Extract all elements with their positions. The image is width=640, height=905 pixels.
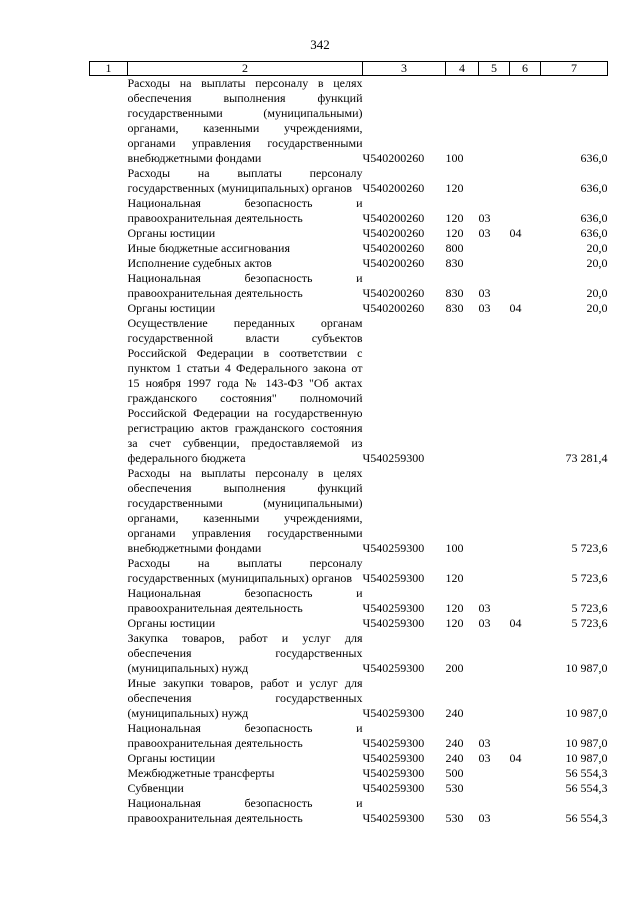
row-subsection — [510, 271, 541, 301]
column-header-2: 2 — [128, 62, 363, 76]
column-header-3: 3 — [363, 62, 446, 76]
row-section: 03 — [478, 286, 491, 300]
row-expense-type: 240 — [445, 706, 464, 720]
table-row — [90, 271, 608, 301]
row-section — [479, 76, 510, 167]
table-row — [90, 316, 608, 466]
row-section: 03 — [478, 226, 491, 240]
row-expense-type: 500 — [445, 766, 464, 780]
table-row — [90, 166, 608, 196]
row-name: Иные закупки товаров, работ и услуг для обеспечения государственных (муниципальных) нужд — [127, 676, 363, 720]
row-amount: 20,0 — [586, 286, 608, 300]
row-target-code: Ч540200260 — [362, 226, 425, 240]
row-expense-type: 200 — [445, 661, 464, 675]
row-empty-cell — [90, 616, 128, 631]
row-amount: 20,0 — [586, 301, 608, 315]
row-amount: 5 723,6 — [571, 571, 608, 585]
table-row — [90, 76, 608, 167]
row-name: Расходы на выплаты персоналу государственных (муниципальных) органов — [127, 166, 363, 195]
row-amount: 10 987,0 — [565, 751, 608, 765]
row-amount: 20,0 — [586, 241, 608, 255]
table-row — [90, 301, 608, 316]
row-amount: 5 723,6 — [571, 541, 608, 555]
row-expense-type: 240 — [445, 751, 464, 765]
row-expense-type: 120 — [445, 211, 464, 225]
row-subsection — [510, 241, 541, 256]
row-amount: 636,0 — [580, 151, 608, 165]
row-target-code: Ч540259300 — [362, 781, 425, 795]
row-name: Органы юстиции — [127, 301, 216, 315]
table-row — [90, 241, 608, 256]
table-row — [90, 466, 608, 556]
table-row — [90, 766, 608, 781]
row-empty-cell — [90, 631, 128, 676]
row-target-code: Ч540259300 — [362, 541, 425, 555]
row-expense-type: 830 — [445, 286, 464, 300]
row-subsection — [510, 166, 541, 196]
table-row — [90, 226, 608, 241]
row-subsection: 04 — [509, 226, 522, 240]
row-expense-type: 240 — [445, 736, 464, 750]
row-section — [479, 556, 510, 586]
row-name: Субвенции — [127, 781, 184, 795]
row-empty-cell — [90, 796, 128, 826]
row-subsection — [510, 316, 541, 466]
row-name: Расходы на выплаты персоналу в целях обеспечения выполнения функций государственными (муниципальными) органами, казенными учреждениями, органами управления государственными внебюджетными фондами — [127, 466, 363, 555]
row-target-code: Ч540200260 — [362, 241, 425, 255]
row-target-code: Ч540259300 — [362, 616, 425, 630]
table-row — [90, 721, 608, 751]
table-row — [90, 631, 608, 676]
row-amount: 636,0 — [580, 226, 608, 240]
row-expense-type: 800 — [445, 241, 464, 255]
row-target-code: Ч540200260 — [362, 256, 425, 270]
table-row — [90, 556, 608, 586]
row-target-code: Ч540200260 — [362, 286, 425, 300]
row-section: 03 — [478, 601, 491, 615]
row-section — [479, 316, 510, 466]
row-name: Закупка товаров, работ и услуг для обеспечения государственных (муниципальных) нужд — [127, 631, 363, 675]
table-row — [90, 796, 608, 826]
column-header-4: 4 — [446, 62, 479, 76]
table-row — [90, 781, 608, 796]
row-subsection: 04 — [509, 616, 522, 630]
row-subsection — [510, 256, 541, 271]
row-amount: 10 987,0 — [565, 661, 608, 675]
table-row — [90, 196, 608, 226]
row-amount: 636,0 — [580, 181, 608, 195]
row-section — [479, 166, 510, 196]
row-target-code: Ч540259300 — [362, 601, 425, 615]
column-header-6: 6 — [510, 62, 541, 76]
row-empty-cell — [90, 466, 128, 556]
row-section: 03 — [478, 751, 491, 765]
row-target-code: Ч540259300 — [362, 571, 425, 585]
row-name: Расходы на выплаты персоналу государственных (муниципальных) органов — [127, 556, 363, 585]
row-amount: 10 987,0 — [565, 706, 608, 720]
row-amount: 636,0 — [580, 211, 608, 225]
row-name: Исполнение судебных актов — [127, 256, 272, 270]
budget-table — [89, 61, 608, 826]
row-amount: 5 723,6 — [571, 601, 608, 615]
row-expense-type: 120 — [445, 226, 464, 240]
row-expense-type: 530 — [445, 781, 464, 795]
row-target-code: Ч540259300 — [362, 661, 425, 675]
row-empty-cell — [90, 256, 128, 271]
row-section — [479, 676, 510, 721]
row-empty-cell — [90, 166, 128, 196]
row-empty-cell — [90, 76, 128, 167]
row-section — [479, 781, 510, 796]
row-section — [479, 766, 510, 781]
row-amount: 73 281,4 — [565, 451, 608, 465]
row-section — [479, 631, 510, 676]
row-subsection — [510, 766, 541, 781]
row-expense-type: 830 — [445, 256, 464, 270]
row-name: Органы юстиции — [127, 616, 216, 630]
row-amount: 56 554,3 — [565, 811, 608, 825]
row-section: 03 — [478, 301, 491, 315]
row-subsection — [510, 796, 541, 826]
row-empty-cell — [90, 556, 128, 586]
row-expense-type: 120 — [445, 616, 464, 630]
row-empty-cell — [90, 586, 128, 616]
row-section: 03 — [478, 811, 491, 825]
row-target-code: Ч540200260 — [362, 211, 425, 225]
row-section — [479, 241, 510, 256]
table-row — [90, 616, 608, 631]
row-target-code: Ч540259300 — [362, 751, 425, 765]
row-target-code: Ч540200260 — [362, 181, 425, 195]
column-header-5: 5 — [479, 62, 510, 76]
row-section — [479, 466, 510, 556]
row-target-code: Ч540259300 — [362, 451, 425, 465]
row-name: Национальная безопасность и правоохранительная деятельность — [127, 721, 363, 750]
row-expense-type: 120 — [445, 601, 464, 615]
row-section: 03 — [478, 736, 491, 750]
row-amount: 20,0 — [586, 256, 608, 270]
row-subsection — [510, 781, 541, 796]
row-empty-cell — [90, 781, 128, 796]
row-expense-type: 120 — [445, 571, 464, 585]
table-body — [90, 76, 608, 827]
table-header — [90, 62, 608, 76]
row-expense-type: 830 — [445, 301, 464, 315]
row-section: 03 — [478, 211, 491, 225]
row-expense-type — [446, 316, 479, 466]
row-section: 03 — [478, 616, 491, 630]
row-name: Расходы на выплаты персоналу в целях обеспечения выполнения функций государственными (муниципальными) органами, казенными учреждениями, органами управления государственными внебюджетными фондами — [127, 76, 363, 165]
row-amount: 56 554,3 — [565, 781, 608, 795]
row-name: Органы юстиции — [127, 226, 216, 240]
table-row — [90, 751, 608, 766]
column-header-1: 1 — [90, 62, 128, 76]
row-amount: 10 987,0 — [565, 736, 608, 750]
row-subsection: 04 — [509, 301, 522, 315]
row-subsection — [510, 586, 541, 616]
row-subsection — [510, 76, 541, 167]
row-name: Осуществление переданных органам государственной власти субъектов Российской Федерации в соответствии с пунктом 1 статьи 4 Федерального закона от 15 ноября 1997 года № 143-ФЗ "Об актах гражданского состояния" полномочий Российской Федерации на государственную регистрацию актов гражданского состояния за счет субвенции, предоставляемой из федерального бюджета — [127, 316, 363, 465]
row-empty-cell — [90, 751, 128, 766]
row-name: Иные бюджетные ассигнования — [127, 241, 290, 255]
row-subsection: 04 — [509, 751, 522, 765]
header-row — [90, 62, 608, 76]
page-number: 342 — [310, 37, 330, 52]
row-expense-type: 100 — [445, 541, 464, 555]
row-subsection — [510, 466, 541, 556]
row-empty-cell — [90, 241, 128, 256]
row-empty-cell — [90, 721, 128, 751]
row-empty-cell — [90, 301, 128, 316]
row-subsection — [510, 631, 541, 676]
row-expense-type: 530 — [445, 811, 464, 825]
row-target-code: Ч540259300 — [362, 811, 425, 825]
row-amount: 5 723,6 — [571, 616, 608, 630]
row-target-code: Ч540259300 — [362, 706, 425, 720]
row-amount: 56 554,3 — [565, 766, 608, 780]
row-name: Национальная безопасность и правоохранительная деятельность — [127, 586, 363, 615]
row-name: Национальная безопасность и правоохранительная деятельность — [127, 796, 363, 825]
row-target-code: Ч540200260 — [362, 151, 425, 165]
row-target-code: Ч540200260 — [362, 301, 425, 315]
row-empty-cell — [90, 271, 128, 301]
row-empty-cell — [90, 226, 128, 241]
row-name: Органы юстиции — [127, 751, 216, 765]
row-target-code: Ч540259300 — [362, 736, 425, 750]
row-name: Межбюджетные трансферты — [127, 766, 275, 780]
row-name: Национальная безопасность и правоохранительная деятельность — [127, 271, 363, 300]
row-expense-type: 100 — [445, 151, 464, 165]
row-subsection — [510, 556, 541, 586]
row-empty-cell — [90, 316, 128, 466]
row-name: Национальная безопасность и правоохранительная деятельность — [127, 196, 363, 225]
row-empty-cell — [90, 196, 128, 226]
column-header-7: 7 — [541, 62, 608, 76]
row-subsection — [510, 196, 541, 226]
table-row — [90, 676, 608, 721]
row-target-code: Ч540259300 — [362, 766, 425, 780]
table-row — [90, 586, 608, 616]
row-expense-type: 120 — [445, 181, 464, 195]
row-subsection — [510, 676, 541, 721]
row-section — [479, 256, 510, 271]
row-empty-cell — [90, 676, 128, 721]
row-empty-cell — [90, 766, 128, 781]
table-row — [90, 256, 608, 271]
row-subsection — [510, 721, 541, 751]
